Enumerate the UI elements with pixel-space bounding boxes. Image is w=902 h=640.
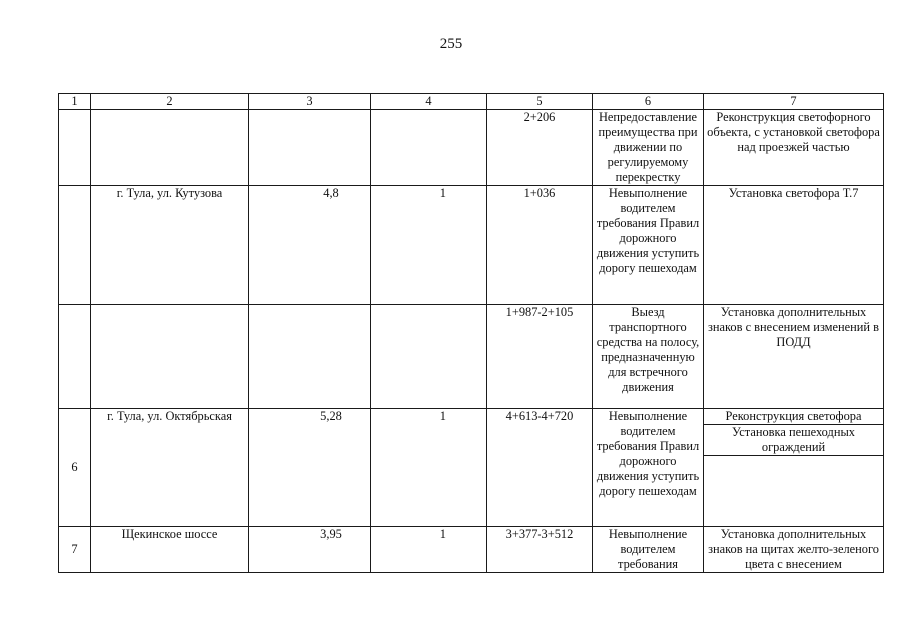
column-header: 6 — [593, 94, 704, 110]
cause-cell: Невыполнение водителем требования — [593, 527, 704, 573]
measure-cell — [704, 305, 884, 409]
cause-cell: Выезд транспортного средства на полосу, предназначенную для встречного движения — [593, 305, 704, 409]
km-cell: 3+377-3+512 — [487, 527, 593, 573]
row-number — [59, 186, 91, 305]
measure-item: Установка дополнительных знаков с внесением изменений в ПОДД — [708, 305, 879, 349]
km-cell: 2+206 — [487, 110, 593, 186]
measure-cell — [704, 110, 884, 186]
km-cell: 1+036 — [487, 186, 593, 305]
measure-item: Установка светофора Т.7 — [728, 186, 859, 200]
cause-cell: Невыполнение водителем требования Правил дорожного движения уступить дорогу пешеходам — [593, 409, 704, 527]
column-header: 3 — [249, 94, 371, 110]
table-row — [59, 305, 884, 409]
location-cell: г. Тула, ул. Октябрьская — [91, 409, 249, 527]
row-number — [59, 305, 91, 409]
location-cell — [91, 305, 249, 409]
column-header: 4 — [371, 94, 487, 110]
length-cell: 4,8 — [249, 186, 371, 305]
location-cell — [91, 110, 249, 186]
lanes-cell: 1 — [371, 527, 487, 573]
lanes-cell: 1 — [371, 409, 487, 527]
row-number: 6 — [59, 409, 91, 527]
measure-cell — [704, 409, 884, 527]
measure-item: Установка дополнительных знаков на щитах желто-зеленого цвета с внесением — [708, 527, 879, 571]
location-cell: Щекинское шоссе — [91, 527, 249, 573]
measure-cell — [704, 527, 884, 573]
page-number: 255 — [439, 36, 463, 52]
length-cell — [249, 305, 371, 409]
cause-cell: Непредоставление преимущества при движении по регулируемому перекрестку — [593, 110, 704, 186]
column-header: 5 — [487, 94, 593, 110]
lanes-cell — [371, 305, 487, 409]
cause-cell: Невыполнение водителем требования Правил дорожного движения уступить дорогу пешеходам — [593, 186, 704, 305]
column-header: 1 — [59, 94, 91, 110]
column-header: 7 — [704, 94, 884, 110]
length-cell: 3,95 — [249, 527, 371, 573]
table-row — [59, 186, 884, 305]
measure-item: Реконструкция светофора — [704, 409, 883, 425]
row-number: 7 — [59, 527, 91, 573]
length-cell — [249, 110, 371, 186]
lanes-cell — [371, 110, 487, 186]
table-row — [59, 409, 884, 527]
measure-item: Установка пешеходных ограждений — [704, 425, 883, 456]
table-row — [59, 110, 884, 186]
km-cell: 1+987-2+105 — [487, 305, 593, 409]
lanes-cell: 1 — [371, 186, 487, 305]
length-cell: 5,28 — [249, 409, 371, 527]
column-header: 2 — [91, 94, 249, 110]
table-header-row — [59, 94, 884, 110]
table-row — [59, 527, 884, 573]
location-cell: г. Тула, ул. Кутузова — [91, 186, 249, 305]
measure-cell — [704, 186, 884, 305]
road-safety-table — [58, 93, 884, 573]
row-number — [59, 110, 91, 186]
km-cell: 4+613-4+720 — [487, 409, 593, 527]
measure-item: Реконструкция светофорного объекта, с установкой светофора над проезжей частью — [707, 110, 880, 154]
